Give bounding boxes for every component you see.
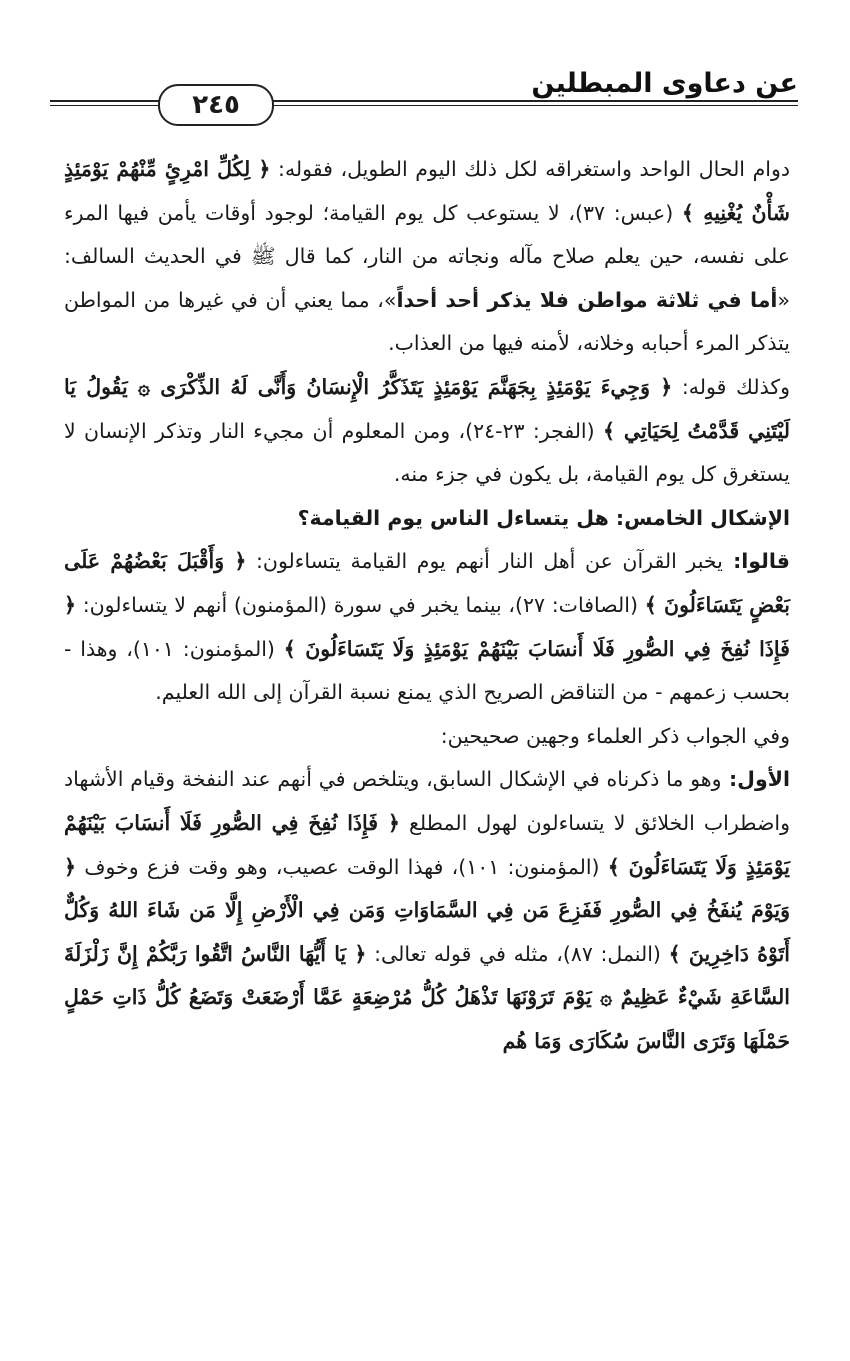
bold-text: الأول: <box>721 767 790 792</box>
paragraph <box>64 540 790 714</box>
text-run: (الفجر: ٢٣-٢٤)، ومن المعلوم أن مجيء النار وتذكر الإنسان لا يستغرق كل يوم القيامة، بل يكون في جزء منه. <box>64 418 790 487</box>
text-run: (الصافات: ٢٧)، بينما يخبر في سورة (المؤمنون) أنهم لا يتساءلون: <box>76 592 645 617</box>
paragraph <box>64 715 790 759</box>
text-run: وكذلك قوله: <box>672 374 790 399</box>
quran-verse: ﴿ لِكُلِّ امْرِئٍ مِّنْهُمْ يَوْمَئِذٍ شَأْنٌ يُغْنِيهِ ﴾ <box>64 157 790 225</box>
text-run: (النمل: ٨٧)، مثله في قوله تعالى: <box>366 941 669 966</box>
page-header <box>50 62 798 122</box>
paragraph <box>64 758 790 1063</box>
paragraph <box>64 366 790 497</box>
quran-verse: ﴿ وَيَوْمَ يُنفَخُ فِي الصُّورِ فَفَزِعَ مَن فِي السَّمَاوَاتِ وَمَن فِي الْأَرْضِ إِلَّا مَن شَاءَ اللهُ وَكُلٌّ أَتَوْهُ دَاخِرِينَ ﴾ <box>64 854 790 966</box>
text-run: (عبس: ٣٧)، لا يستوعب كل يوم القيامة؛ لوجود أوقات يأمن فيها المرء على نفسه، حين يعلم صلاح مآله ونجاته من النار، كما قال ﷺ في الحديث السالف: « <box>64 200 791 312</box>
running-title: عن دعاوى المبطلين <box>531 68 798 99</box>
text-run: وفي الجواب ذكر العلماء وجهين صحيحين: <box>440 723 790 748</box>
quran-verse: ﴿ وَجِيءَ يَوْمَئِذٍ بِجَهَنَّمَ يَوْمَئِذٍ يَتَذَكَّرُ الْإِنسَانُ وَأَنَّى لَهُ الذِّكْرَى ۞ يَقُولُ يَا لَيْتَنِي قَدَّمْتُ لِحَيَاتِي ﴾ <box>64 374 790 443</box>
bold-text: أما في ثلاثة مواطن فلا يذكر أحد أحداً <box>396 287 778 312</box>
paragraph <box>64 148 790 366</box>
text-run: وهو ما ذكرناه في الإشكال السابق، ويتلخص في أنهم عند النفخة وقيام الأشهاد واضطراب الخلائق لا يتساءلون لهول المطلع <box>64 767 790 835</box>
quran-verse: ﴿ وَأَقْبَلَ بَعْضُهُمْ عَلَى بَعْضٍ يَتَسَاءَلُونَ ﴾ <box>64 549 790 617</box>
text-run: (المؤمنون: ١٠١)، وهذا - بحسب زعمهم - من التناقض الصريح الذي يمنع نسبة القرآن إلى الله العليم. <box>64 636 790 705</box>
paragraph <box>64 497 790 541</box>
body-text <box>64 148 790 1063</box>
bold-text: الإشكال الخامس: هل يتساءل الناس يوم القيامة؟ <box>297 505 790 530</box>
text-run: دوام الحال الواحد واستغراقه لكل ذلك اليوم الطويل، فقوله: <box>270 157 791 181</box>
page-number: ٢٤٥ <box>158 84 274 126</box>
quran-verse: ﴿ فَإِذَا نُفِخَ فِي الصُّورِ فَلَا أَنسَابَ بَيْنَهُمْ يَوْمَئِذٍ وَلَا يَتَسَاءَلُونَ ﴾ <box>64 810 790 879</box>
text-run: يخبر القرآن عن أهل النار أنهم يوم القيامة يتساءلون: <box>246 549 723 574</box>
text-run: »، مما يعني أن في غيرها من المواطن يتذكر المرء أحبابه وخلانه، لأمنه فيها من العذاب. <box>64 287 790 356</box>
quran-verse: ﴿ فَإِذَا نُفِخَ فِي الصُّورِ فَلَا أَنسَابَ بَيْنَهُمْ يَوْمَئِذٍ وَلَا يَتَسَاءَلُونَ ﴾ <box>64 592 790 661</box>
bold-text: قالوا: <box>722 549 790 574</box>
quran-verse: ﴿ يَا أَيُّهَا النَّاسُ اتَّقُوا رَبَّكُمْ إِنَّ زَلْزَلَةَ السَّاعَةِ شَيْءٌ عَظِيمٌ ۞ يَوْمَ تَرَوْنَهَا تَذْهَلُ كُلُّ مُرْضِعَةٍ عَمَّا أَرْضَعَتْ وَتَضَعُ كُلُّ ذَاتِ حَمْلٍ حَمْلَهَا وَتَرَى النَّاسَ سُكَارَى وَمَا هُم <box>64 941 790 1053</box>
text-run: (المؤمنون: ١٠١)، فهذا الوقت عصيب، وهو وقت فزع وخوف <box>76 854 608 879</box>
